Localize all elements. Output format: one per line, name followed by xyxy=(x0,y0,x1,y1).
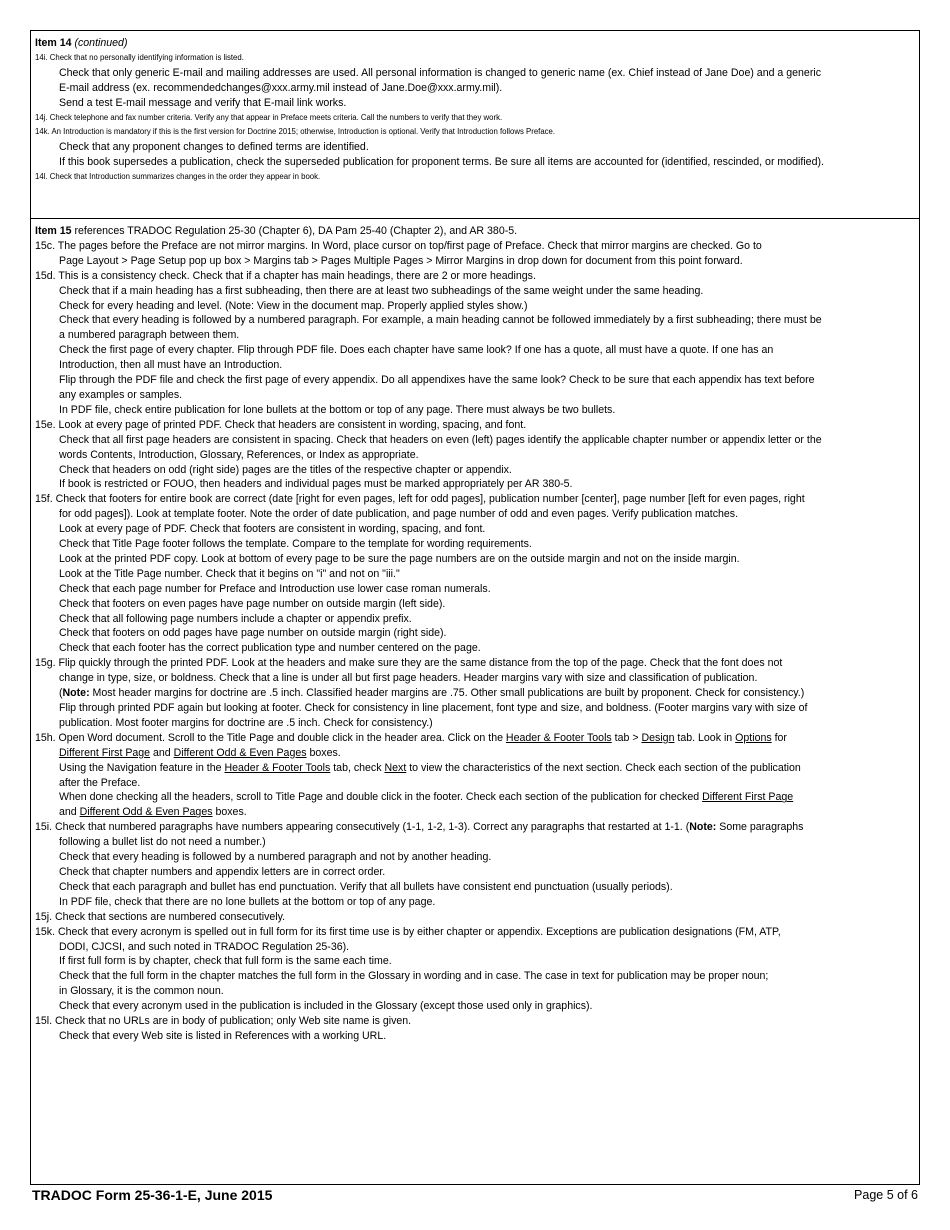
different-odd-even-ref: Different Odd & Even Pages xyxy=(79,806,213,819)
header-footer-tools-ref: Header & Footer Tools xyxy=(505,731,612,744)
text-run: When done checking all the headers, scroll to Title Page and double click in the footer. Check each section of the publication for checked xyxy=(59,791,703,804)
text-run: tab > xyxy=(611,731,642,744)
item-15h-line xyxy=(35,746,915,761)
item-15-heading xyxy=(35,224,915,239)
item-15h-line xyxy=(35,790,915,805)
item-14-line: 14k. An Introduction is mandatory if this is the first version for Doctrine 2015; otherwise, Introduction is optional. Verify that Introduction follows Preface. xyxy=(35,127,556,137)
item-15i-line: Check that each paragraph and bullet has end punctuation. Verify that all bullets have consistent end punctuation (usually periods). xyxy=(59,880,673,893)
item-15e-line: Check that headers on odd (right side) pages are the titles of the respective chapter or appendix. xyxy=(59,463,512,476)
item-15d-line: Flip through the PDF file and check the first page of every appendix. Do all appendixes have the same look? Check to be sure that each appendix has text before xyxy=(59,374,815,387)
item-15f-line: for odd pages]). Look at template footer. Note the order of date publication, and page number of odd and even pages. Verify publication matches. xyxy=(59,508,739,521)
item-15d-line: Check the first page of every chapter. Flip through PDF file. Does each chapter have same look? If one has a quote, all must have a quote. If one has an xyxy=(59,344,774,357)
note-label: Note: xyxy=(689,821,717,834)
item-15g-line: publication. Most footer margins for doctrine are .5 inch. Check for consistency.) xyxy=(59,716,433,729)
item-15f-line: Check that footers on even pages have page number on outside margin (left side). xyxy=(59,597,446,610)
item-15f-line: Check that footers on odd pages have page number on outside margin (right side). xyxy=(59,627,447,640)
text-run: and xyxy=(59,806,80,819)
item-15i-line: Check that every heading is followed by a numbered paragraph and not by another heading. xyxy=(59,851,492,864)
item-15k-line: DODI, CJCSI, and such noted in TRADOC Regulation 25-36). xyxy=(59,940,350,953)
item-15-section xyxy=(31,219,919,1044)
item-15e-line: If book is restricted or FOUO, then headers and individual pages must be marked appropriately per AR 380-5. xyxy=(59,478,573,491)
different-odd-even-ref: Different Odd & Even Pages xyxy=(173,746,307,759)
item-15f-line: 15f. Check that footers for entire book are correct (date [right for even pages, left for odd pages], publication number [center], page number [left for even pages, right xyxy=(35,493,805,506)
text-run: 15h. Open Word document. Scroll to the Title Page and double click in the header area. Click on the xyxy=(35,731,506,744)
item-15d-line: Check that every heading is followed by a numbered paragraph. For example, a main heading cannot be followed immediately by a first subheading; there must be xyxy=(59,314,822,327)
text-run: for xyxy=(771,731,787,744)
design-tab-ref: Design xyxy=(641,731,675,744)
item-15f-line: Look at the Title Page number. Check that it begins on "i" and not on "iii." xyxy=(59,567,400,580)
item-15-heading-text: references TRADOC Regulation 25-30 (Chapter 6), DA Pam 25-40 (Chapter 2), and AR 380-5. xyxy=(71,225,518,237)
item-15c-line: 15c. The pages before the Preface are not mirror margins. In Word, place cursor on top/first page of Preface. Check that mirror margins are checked. Go to xyxy=(35,239,762,252)
item-15d-line: Check for every heading and level. (Note: View in the document map. Properly applied styles show.) xyxy=(59,299,528,312)
item-15j-line: 15j. Check that sections are numbered consecutively. xyxy=(35,910,286,923)
text-run: to view the characteristics of the next section. Check each section of the publication xyxy=(406,761,801,774)
text-run: boxes. xyxy=(306,746,341,759)
different-first-page-ref: Different First Page xyxy=(702,791,794,804)
item-15i-line xyxy=(35,820,915,835)
item-15i-line: following a bullet list do not need a number.) xyxy=(59,836,266,849)
text-run: tab, check xyxy=(330,761,385,774)
item-14-line: Send a test E-mail message and verify that E-mail link works. xyxy=(59,96,347,109)
item-14-line: 14i. Check that no personally identifying information is listed. xyxy=(35,52,244,62)
form-identifier: TRADOC Form 25-36-1-E, June 2015 xyxy=(32,1187,273,1203)
item-15f-line: Check that each footer has the correct publication type and number centered on the page. xyxy=(59,642,481,655)
item-14-line: E-mail address (ex. recommendedchanges@xxx.army.mil instead of Jane.Doe@xxx.army.mil). xyxy=(59,81,503,94)
item-15h-line xyxy=(35,731,915,746)
item-15c-line: Page Layout > Page Setup pop up box > Margins tab > Pages Multiple Pages > Mirror Margins in drop down for document from this point forward. xyxy=(59,254,743,267)
text-run: and xyxy=(150,746,174,759)
item-15g-note-text: Most header margins for doctrine are .5 inch. Classified header margins are .75. Other small publications are built by proponent. Check for consistency.) xyxy=(89,687,805,700)
item-15l-line: 15l. Check that no URLs are in body of publication; only Web site name is given. xyxy=(35,1015,412,1028)
item-15g-line: change in type, size, or boldness. Check that a line is under all but first page headers. Header margins vary with size and classification of publication. xyxy=(59,672,758,685)
item-15f-line: Check that all following page numbers include a chapter or appendix prefix. xyxy=(59,612,412,625)
item-15i-line: In PDF file, check that there are no lone bullets at the bottom or top of any page. xyxy=(59,895,436,908)
item-15l-line: Check that every Web site is listed in References with a working URL. xyxy=(59,1029,387,1042)
item-15f-line: Check that each page number for Preface and Introduction use lower case roman numerals. xyxy=(59,582,491,595)
note-label: Note: xyxy=(62,687,90,700)
item-15f-line: Look at the printed PDF copy. Look at bottom of every page to be sure the page numbers are on the outside margin and not on the inside margin. xyxy=(59,552,740,565)
item-15e-line: words Contents, Introduction, Glossary, References, or Index as appropriate. xyxy=(59,448,419,461)
next-ref: Next xyxy=(384,761,407,774)
options-ref: Options xyxy=(735,731,772,744)
item-14-label: Item 14 xyxy=(35,37,72,49)
text-run: 15i. Check that numbered paragraphs have numbers appearing consecutively (1-1, 1-2, 1-3). Correct any paragraphs that restarted at 1-1. ( xyxy=(35,821,690,834)
item-14-line: 14j. Check telephone and fax number criteria. Verify any that appear in Preface meets criteria. Call the numbers to verify that they work. xyxy=(35,112,503,122)
item-15d-line: a numbered paragraph between them. xyxy=(59,329,240,342)
item-14-heading xyxy=(35,36,915,51)
item-15k-line: Check that every acronym used in the publication is included in the Glossary (except those used only in graphics). xyxy=(59,1000,593,1013)
item-15f-line: Check that Title Page footer follows the template. Compare to the template for wording requirements. xyxy=(59,538,532,551)
item-14-note: (continued) xyxy=(74,37,128,49)
item-15g-line: 15g. Flip quickly through the printed PDF. Look at the headers and make sure they are the same distance from the top of the page. Check that the font does not xyxy=(35,657,783,670)
item-15k-line: Check that the full form in the chapter matches the full form in the Glossary in wording and in case. The case in text for publication may be proper noun; xyxy=(59,970,769,983)
item-14-line: Check that any proponent changes to defined terms are identified. xyxy=(59,141,369,154)
item-15g-line: Flip through printed PDF again but looking at footer. Check for consistency in line placement, font type and size, and boldness. (Footer margins vary with size of xyxy=(59,702,808,714)
item-15g-line: (Note: Most header margins for doctrine are .5 inch. Classified header margins are .75. Other small publications are built by proponent. Check for consistency.) xyxy=(59,687,805,700)
text-run: boxes. xyxy=(212,806,247,819)
item-15k-line: in Glossary, it is the common noun. xyxy=(59,985,224,998)
text-run: Some paragraphs xyxy=(716,821,804,834)
form-frame xyxy=(30,30,920,1185)
item-15e-line: 15e. Look at every page of printed PDF. Check that headers are consistent in wording, spacing, and font. xyxy=(35,418,527,431)
item-15h-line xyxy=(35,805,915,820)
item-14-line: 14l. Check that Introduction summarizes changes in the order they appear in book. xyxy=(35,172,321,182)
page-number: Page 5 of 6 xyxy=(854,1188,918,1202)
item-15d-line: 15d. This is a consistency check. Check that if a chapter has main headings, there are 2 or more headings. xyxy=(35,269,536,282)
item-14-line: If this book supersedes a publication, check the superseded publication for proponent terms. Be sure all items are accounted for (identified, rescinded, or modified). xyxy=(59,156,824,169)
item-15h-line: after the Preface. xyxy=(59,776,141,789)
item-15d-line: Introduction, then all must have an Introduction. xyxy=(59,359,283,372)
item-15d-line: any examples or samples. xyxy=(59,388,183,401)
item-15e-line: Check that all first page headers are consistent in spacing. Check that headers on even (left) pages identify the applicable chapter number or appendix letter or the xyxy=(59,433,822,446)
item-15-label: Item 15 xyxy=(35,225,72,237)
item-15i-line: Check that chapter numbers and appendix letters are in correct order. xyxy=(59,865,386,878)
item-14-section xyxy=(31,31,919,219)
item-15h-line xyxy=(35,761,915,776)
item-15d-line: Check that if a main heading has a first subheading, then there are at least two subheadings of the same weight under the same heading. xyxy=(59,284,704,297)
header-footer-tools-ref: Header & Footer Tools xyxy=(224,761,331,774)
item-14-line: Check that only generic E-mail and mailing addresses are used. All personal information is changed to generic name (ex. Chief instead of Jane Doe) and a generic xyxy=(59,66,821,79)
item-15k-line: If first full form is by chapter, check that full form is the same each time. xyxy=(59,955,392,968)
text-run: Using the Navigation feature in the xyxy=(59,761,225,774)
item-15f-line: Look at every page of PDF. Check that footers are consistent in wording, spacing, and font. xyxy=(59,523,486,536)
page-footer xyxy=(30,1187,920,1207)
item-15d-line: In PDF file, check entire publication for lone bullets at the bottom or top of any page. There must always be two bullets. xyxy=(59,403,616,416)
item-14-lines xyxy=(35,51,915,185)
different-first-page-ref: Different First Page xyxy=(59,746,151,759)
item-15k-line: 15k. Check that every acronym is spelled out in full form for its first time use is by either chapter or appendix. Exceptions are publication designations (FM, ATP, xyxy=(35,925,781,938)
text-run: tab. Look in xyxy=(674,731,736,744)
